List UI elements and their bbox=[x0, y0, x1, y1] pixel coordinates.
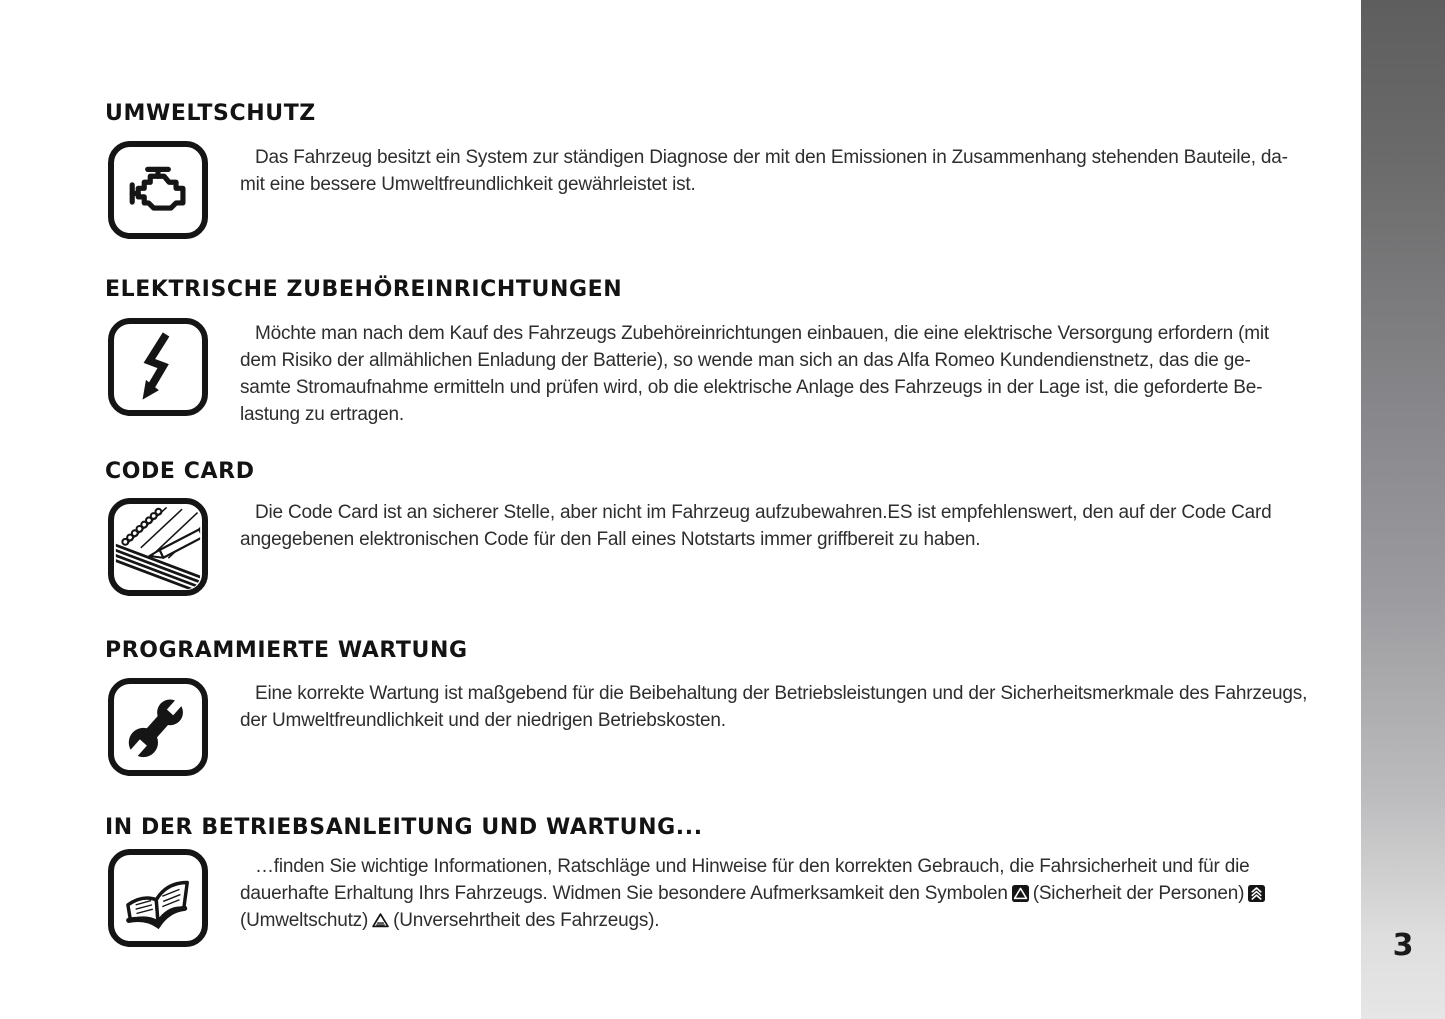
environment-fir-tree-symbol-icon bbox=[1248, 885, 1265, 902]
section-heading-code-card: CODE CARD bbox=[105, 459, 255, 484]
paragraph-betriebsanleitung bbox=[240, 853, 1358, 934]
paragraph-line: Möchte man nach dem Kauf des Fahrzeugs Zubehöreinrichtungen einbauen, die eine elektrische Versorgung erfordern (mit bbox=[255, 323, 1269, 344]
paragraph-line: Die Code Card ist an sicherer Stelle, aber nicht im Fahrzeug aufzubewahren.ES ist empfehlenswert, den auf der Code Card bbox=[255, 502, 1272, 523]
section-heading-umweltschutz: UMWELTSCHUTZ bbox=[105, 101, 316, 126]
engine-diagnosis-icon bbox=[108, 141, 208, 239]
paragraph-programmierte-wartung bbox=[240, 680, 1358, 734]
paragraph-line: mit eine bessere Umweltfreundlichkeit gewährleistet ist. bbox=[240, 174, 696, 195]
paragraph-line: dem Risiko der allmählichen Enladung der Batterie), so wende man sich an das Alfa Romeo Kundendienstnetz, das die ge- bbox=[240, 350, 1251, 371]
lightning-bolt-icon bbox=[108, 318, 208, 416]
open-book-icon bbox=[108, 849, 208, 947]
paragraph-line bbox=[240, 880, 1358, 907]
paragraph-line: samte Stromaufnahme ermitteln und prüfen wird, ob die elektrische Anlage des Fahrzeugs in der Lage ist, die geforderte Be- bbox=[240, 377, 1263, 398]
section-heading-betriebsanleitung: IN DER BETRIEBSANLEITUNG UND WARTUNG... bbox=[105, 815, 703, 840]
section-heading-elektrische-zubehoereinrichtungen: ELEKTRISCHE ZUBEHÖREINRICHTUNGEN bbox=[105, 277, 623, 302]
section-heading-programmierte-wartung: PROGRAMMIERTE WARTUNG bbox=[105, 638, 468, 663]
paragraph-line: lastung zu ertragen. bbox=[240, 404, 404, 425]
paragraph-text: (Unversehrtheit des Fahrzeugs). bbox=[393, 910, 660, 931]
paragraph-line: …finden Sie wichtige Informationen, Ratschläge und Hinweise für den korrekten Gebrauch, die Fahrsicherheit und für die bbox=[255, 856, 1250, 877]
sidebar-gradient-bar bbox=[1361, 0, 1445, 1019]
safety-of-persons-symbol-icon bbox=[1012, 885, 1029, 902]
paragraph-text: (Umweltschutz) bbox=[240, 910, 369, 931]
paragraph-line: der Umweltfreundlichkeit und der niedrigen Betriebskosten. bbox=[240, 710, 726, 731]
paragraph-text: (Sicherheit der Personen) bbox=[1032, 883, 1245, 904]
wrench-icon bbox=[108, 678, 208, 776]
paragraph-text: dauerhafte Erhaltung Ihrs Fahrzeugs. Widmen Sie besondere Aufmerksamkeit den Symbolen bbox=[240, 883, 1008, 904]
paragraph-elektrische-zubehoereinrichtungen bbox=[240, 320, 1358, 428]
page-number: 3 bbox=[1392, 928, 1414, 963]
paragraph-line: Eine korrekte Wartung ist maßgebend für die Beibehaltung der Betriebsleistungen und der Sicherheitsmerkmale des Fahrzeugs, bbox=[255, 683, 1308, 704]
paragraph-line: angegebenen elektronischen Code für den Fall eines Notstarts immer griffbereit zu haben. bbox=[240, 529, 981, 550]
vehicle-integrity-symbol-icon bbox=[372, 912, 389, 929]
paragraph-line: Das Fahrzeug besitzt ein System zur ständigen Diagnose der mit den Emissionen in Zusammenhang stehenden Bauteile, da- bbox=[255, 147, 1288, 168]
paragraph-umweltschutz bbox=[240, 144, 1358, 198]
paragraph-line bbox=[240, 907, 1358, 934]
paragraph-code-card bbox=[240, 499, 1358, 553]
code-card-icon bbox=[108, 498, 208, 596]
